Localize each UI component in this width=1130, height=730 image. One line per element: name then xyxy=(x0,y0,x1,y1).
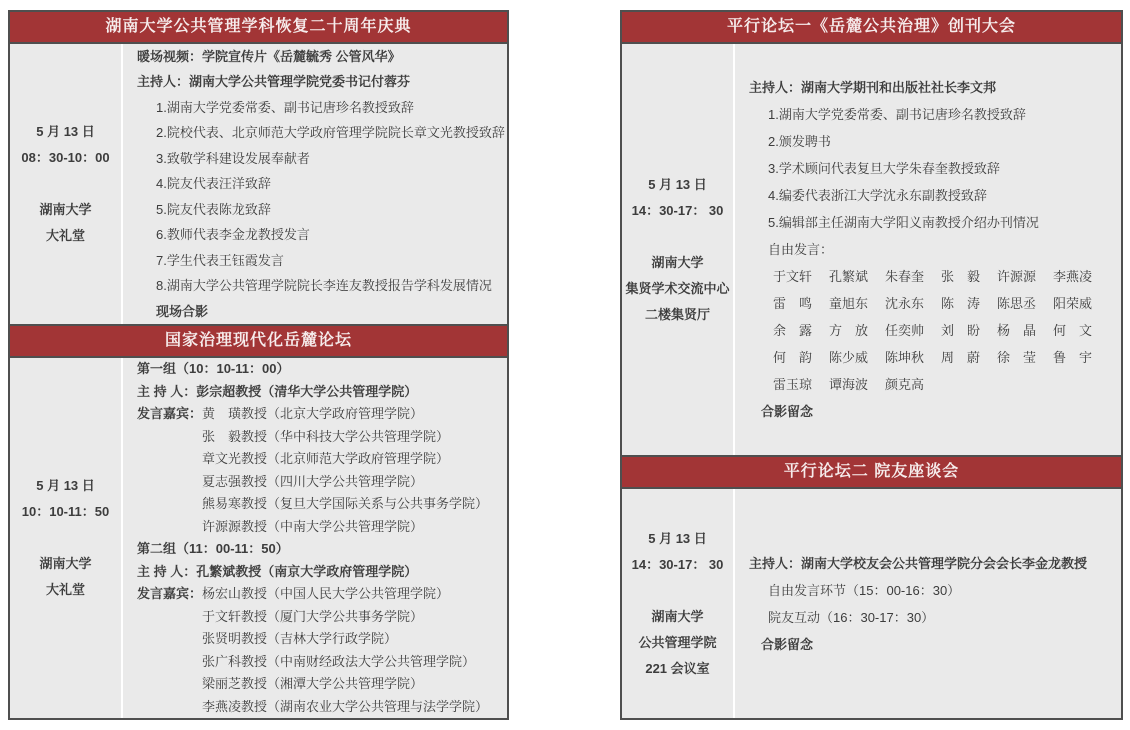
speaker-name: 方 放 xyxy=(829,323,869,338)
section-parallel-forum-1 xyxy=(622,12,1121,455)
speaker-name: 刘 盼 xyxy=(941,323,981,338)
agenda-cell xyxy=(123,358,507,718)
agenda-line: 1.湖南大学党委常委、副书记唐珍名教授致辞 xyxy=(768,107,1026,122)
schedule-line: 公共管理学院 xyxy=(638,634,717,650)
speaker-name-row xyxy=(735,371,1121,398)
section-title: 国家治理现代化岳麓论坛 xyxy=(10,324,507,358)
speaker-name-row xyxy=(735,344,1121,371)
schedule-line: 221 会议室 xyxy=(645,660,710,676)
speaker-name: 陈少威 xyxy=(829,350,869,365)
agenda-line: 主 持 人：彭宗超教授（清华大学公共管理学院） xyxy=(137,383,418,399)
speaker-name: 朱春奎 xyxy=(885,269,925,284)
agenda-line: 张 毅教授（华中科技大学公共管理学院） xyxy=(202,428,450,444)
agenda-cell xyxy=(123,44,507,324)
section-title: 湖南大学公共管理学科恢复二十周年庆典 xyxy=(10,12,507,44)
agenda-line: 主持人：湖南大学期刊和出版社社长李文邦 xyxy=(749,80,997,95)
agenda-line: 夏志强教授（四川大学公共管理学院） xyxy=(202,473,424,489)
speaker-name: 雷 鸣 xyxy=(773,296,813,311)
agenda-line: 张广科教授（中南财经政法大学公共管理学院） xyxy=(202,653,476,669)
schedule-line: 集贤学术交流中心 xyxy=(625,280,730,296)
schedule-spacer xyxy=(10,171,121,197)
speaker-name: 任奕帅 xyxy=(885,323,925,338)
schedule-cell xyxy=(10,44,123,324)
schedule-line: 湖南大学 xyxy=(651,608,704,624)
section-yuelu-forum xyxy=(10,324,507,718)
schedule-cell xyxy=(10,358,123,718)
section-body xyxy=(622,489,1121,718)
speaker-name: 杨 晶 xyxy=(997,323,1037,338)
speaker-name: 陈 涛 xyxy=(941,296,981,311)
speaker-name: 何 文 xyxy=(1053,323,1093,338)
agenda-line: 院友互动（16：30-17：30） xyxy=(768,609,935,625)
speaker-name: 鲁 宇 xyxy=(1053,350,1093,365)
agenda-line: 张贤明教授（吉林大学行政学院） xyxy=(202,631,398,646)
speaker-name: 陈坤秋 xyxy=(885,350,925,365)
schedule-line: 湖南大学 xyxy=(39,202,92,217)
speaker-name: 徐 莹 xyxy=(997,350,1037,365)
agenda-line: 4.编委代表浙江大学沈永东副教授致辞 xyxy=(768,188,987,203)
speaker-name: 周 蔚 xyxy=(941,350,981,365)
speaker-name: 余 露 xyxy=(773,323,813,338)
agenda-line-label: 发言嘉宾： xyxy=(137,586,203,601)
speaker-name: 于文轩 xyxy=(773,269,813,284)
agenda-line: 4.院友代表汪洋致辞 xyxy=(156,176,271,192)
agenda-line: 现场合影 xyxy=(156,303,209,319)
agenda-line: 第一组（10：10-11：00） xyxy=(137,361,290,376)
agenda-cell xyxy=(735,489,1121,718)
speaker-name-row xyxy=(735,263,1121,290)
speaker-name: 童旭东 xyxy=(829,296,869,311)
section-body xyxy=(10,44,507,324)
schedule-line: 湖南大学 xyxy=(651,254,704,270)
speaker-name: 沈永东 xyxy=(885,296,925,311)
agenda-line: 主 持 人：孔繁斌教授（南京大学政府管理学院） xyxy=(137,563,418,579)
agenda-line: 3.致敬学科建设发展奉献者 xyxy=(156,150,310,166)
agenda-line: 5.院友代表陈龙致辞 xyxy=(156,201,271,217)
speaker-name: 雷玉琼 xyxy=(773,377,813,392)
agenda-line: 自由发言环节（15：00-16：30） xyxy=(768,582,961,598)
schedule-line: 二楼集贤厅 xyxy=(644,306,710,322)
agenda-line: 1.湖南大学党委常委、副书记唐珍名教授致辞 xyxy=(156,99,414,115)
agenda-line: 主持人：湖南大学校友会公共管理学院分会会长李金龙教授 xyxy=(749,555,1088,571)
agenda-line: 发言嘉宾：黄 璜教授（北京大学政府管理学院） xyxy=(137,406,424,421)
agenda-line: 7.学生代表王钰霞发言 xyxy=(156,252,284,268)
agenda-line: 梁丽芝教授（湘潭大学公共管理学院） xyxy=(202,676,424,691)
schedule-cell xyxy=(622,489,735,718)
schedule-spacer xyxy=(622,578,733,604)
speaker-name: 李燕凌 xyxy=(1053,269,1093,284)
speaker-name: 谭海波 xyxy=(829,377,869,392)
section-anniversary-ceremony xyxy=(10,12,507,324)
agenda-cell xyxy=(735,44,1121,455)
program-table-left xyxy=(8,10,509,720)
speaker-name: 陈思丞 xyxy=(997,296,1037,311)
speaker-name-row xyxy=(735,290,1121,317)
agenda-line: 章文光教授（北京师范大学政府管理学院） xyxy=(202,451,450,466)
schedule-line: 5 月 13 日 xyxy=(36,124,95,139)
speaker-name: 孔繁斌 xyxy=(829,269,869,284)
section-body xyxy=(622,44,1121,455)
agenda-line: 2.颁发聘书 xyxy=(768,134,831,149)
agenda-line: 李燕凌教授（湖南农业大学公共管理与法学学院） xyxy=(202,698,489,714)
agenda-line: 5.编辑部主任湖南大学阳义南教授介绍办刊情况 xyxy=(768,215,1039,230)
schedule-line: 14：30-17： 30 xyxy=(631,202,724,218)
speaker-name: 何 韵 xyxy=(773,350,813,365)
schedule-line: 湖南大学 xyxy=(39,556,92,571)
agenda-line: 主持人：湖南大学公共管理学院党委书记付蓉芬 xyxy=(137,74,411,90)
schedule-line: 10：10-11：50 xyxy=(21,504,110,519)
agenda-line: 合影留念 xyxy=(761,404,814,419)
agenda-line: 于文轩教授（厦门大学公共事务学院） xyxy=(202,608,424,624)
agenda-line: 8.湖南大学公共管理学院院长李连友教授报告学科发展情况 xyxy=(156,278,492,294)
agenda-line: 许源源教授（中南大学公共管理学院） xyxy=(202,518,424,534)
schedule-cell xyxy=(622,44,735,455)
agenda-line: 自由发言： xyxy=(768,242,834,257)
schedule-line: 5 月 13 日 xyxy=(648,530,707,546)
schedule-line: 大礼堂 xyxy=(45,582,85,597)
agenda-line: 3.学术顾问代表复旦大学朱春奎教授致辞 xyxy=(768,161,1000,176)
schedule-line: 大礼堂 xyxy=(45,228,85,243)
schedule-line: 08：30-10：00 xyxy=(21,150,110,165)
speaker-name: 张 毅 xyxy=(941,269,981,284)
speaker-name-row xyxy=(735,317,1121,344)
section-parallel-forum-2 xyxy=(622,455,1121,718)
section-body xyxy=(10,358,507,718)
schedule-line: 5 月 13 日 xyxy=(36,478,95,493)
agenda-line: 第二组（11：00-11：50） xyxy=(137,541,289,556)
schedule-spacer xyxy=(622,224,733,250)
schedule-line: 14：30-17： 30 xyxy=(631,556,724,572)
agenda-line: 熊易寒教授（复旦大学国际关系与公共事务学院） xyxy=(202,496,489,511)
schedule-line: 5 月 13 日 xyxy=(648,176,707,192)
section-title: 平行论坛二 院友座谈会 xyxy=(622,455,1121,489)
agenda-line: 发言嘉宾：杨宏山教授（中国人民大学公共管理学院） xyxy=(137,586,450,601)
section-title: 平行论坛一《岳麓公共治理》创刊大会 xyxy=(622,12,1121,44)
speaker-name: 颜克高 xyxy=(885,377,925,392)
agenda-line-label: 发言嘉宾： xyxy=(137,406,203,421)
agenda-line: 2.院校代表、北京师范大学政府管理学院院长章文光教授致辞 xyxy=(156,125,505,141)
speaker-name: 阳荣威 xyxy=(1053,296,1093,311)
agenda-line: 合影留念 xyxy=(761,636,814,652)
speaker-name: 许源源 xyxy=(997,269,1037,284)
agenda-line: 6.教师代表李金龙教授发言 xyxy=(156,227,310,243)
agenda-line: 暖场视频：学院宣传片《岳麓毓秀 公管风华》 xyxy=(137,48,401,64)
schedule-spacer xyxy=(10,525,121,551)
program-table-right xyxy=(620,10,1123,720)
